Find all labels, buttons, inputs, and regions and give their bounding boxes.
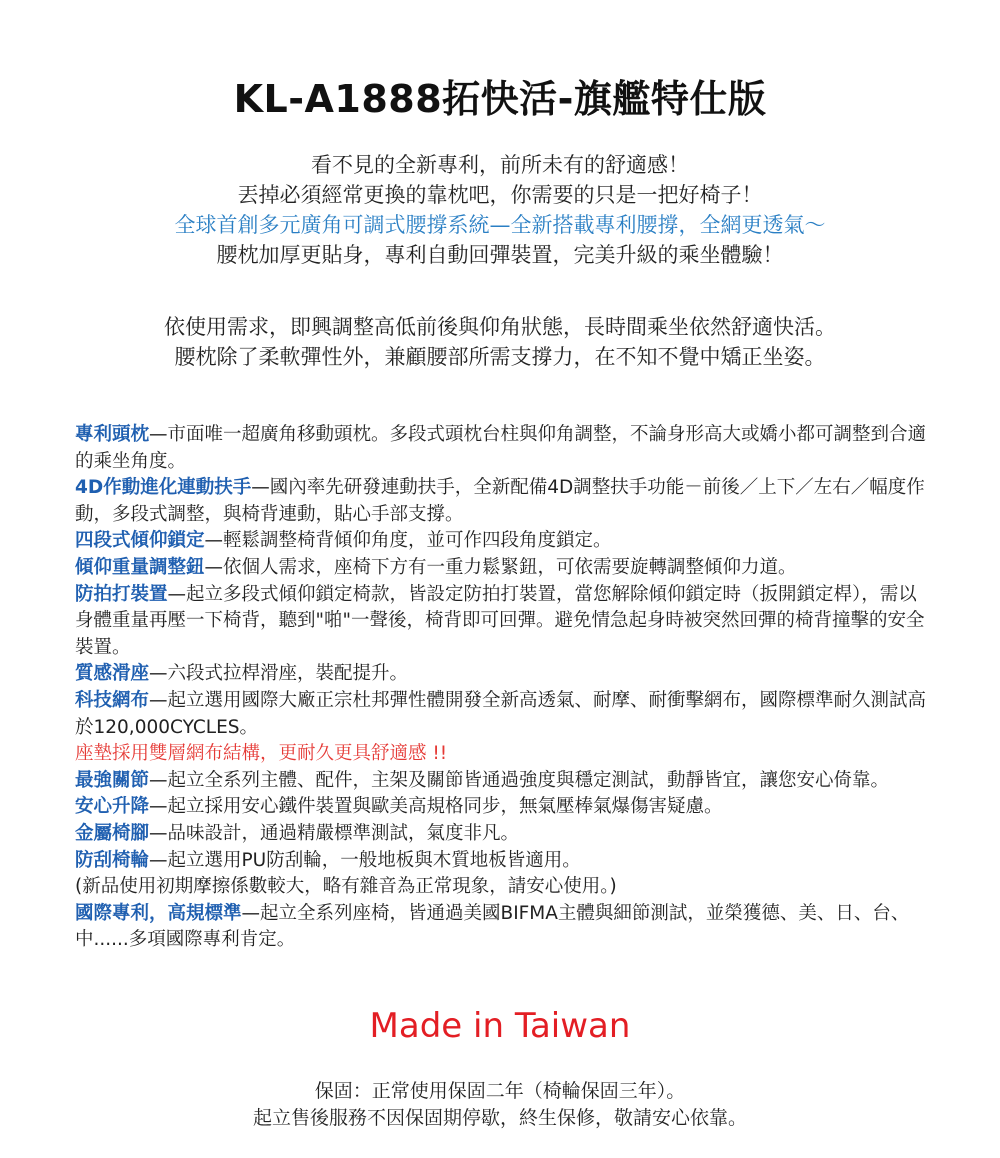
feature-key: 防刮椅輪 (75, 849, 150, 871)
feature-item (75, 794, 935, 821)
intro-line: 丟掉必須經常更換的靠枕吧，你需要的只是一把好椅子！ (237, 183, 763, 207)
feature-text: —輕鬆調整椅背傾仰角度，並可作四段角度鎖定。 (204, 530, 612, 552)
feature-highlight (75, 741, 935, 768)
warranty-line: 起立售後服務不因保固期停歇，終生保修，敬請安心依靠。 (252, 1107, 747, 1129)
feature-item (75, 901, 935, 954)
feature-key: 四段式傾仰鎖定 (75, 530, 205, 552)
intro-block (0, 150, 1000, 270)
feature-key: 安心升降 (75, 796, 150, 818)
feature-key: 防拍打裝置 (75, 583, 168, 605)
feature-list (75, 422, 935, 954)
feature-text: —起立多段式傾仰鎖定椅款，皆設定防拍打裝置，當您解除傾仰鎖定時（扳開鎖定桿），需以身體重量再壓一下椅背，聽到"啪"一聲後，椅背即可回彈。避免情急起身時被突然回彈的椅背撞擊的安全裝置。 (75, 583, 925, 658)
feature-item (75, 582, 935, 662)
feature-item (75, 661, 935, 688)
feature-key: 國際專利，高規標準 (75, 902, 242, 924)
feature-red-note: 座墊採用雙層網布結構，更耐久更具舒適感 !! (75, 743, 448, 765)
feature-text: —起立選用國際大廠正宗杜邦彈性體開發全新高透氣、耐摩、耐衝擊網布，國際標準耐久測試高於120,000CYCLES。 (75, 689, 927, 738)
feature-key: 質感滑座 (75, 663, 150, 685)
feature-text: (新品使用初期摩擦係數較大，略有雜音為正常現象，請安心使用。) (75, 876, 617, 898)
intro-line: 腰枕加厚更貼身，專利自動回彈裝置，完美升級的乘坐體驗！ (216, 243, 784, 267)
feature-item (75, 528, 935, 555)
feature-key: 4D作動進化連動扶手 (75, 477, 252, 499)
usage-block (0, 312, 1000, 372)
feature-key: 專利頭枕 (75, 424, 150, 445)
feature-text: —起立選用PU防刮輪，一般地板與木質地板皆適用。 (149, 849, 581, 871)
intro-highlight-line: 全球首創多元廣角可調式腰撐系統—全新搭載專利腰撐，全網更透氣～ (174, 213, 826, 237)
feature-item (75, 555, 935, 582)
feature-note (75, 874, 935, 901)
intro-line: 看不見的全新專利，前所未有的舒適感！ (311, 153, 689, 177)
usage-line: 依使用需求，即興調整高低前後與仰角狀態，長時間乘坐依然舒適快活。 (164, 315, 836, 339)
feature-item (75, 768, 935, 795)
feature-key: 科技網布 (75, 689, 150, 711)
feature-item (75, 422, 935, 475)
usage-line: 腰枕除了柔軟彈性外，兼顧腰部所需支撐力，在不知不覺中矯正坐姿。 (174, 345, 826, 369)
feature-text: —依個人需求，座椅下方有一重力鬆緊鈕，可依需要旋轉調整傾仰力道。 (204, 556, 797, 578)
feature-text: —起立全系列主體、配件，主架及關節皆通過強度與穩定測試，動靜皆宜，讓您安心倚靠。 (149, 769, 890, 791)
warranty-block (0, 1078, 1000, 1132)
feature-item (75, 475, 935, 528)
page-title: KL-A1888拓快活-旗艦特仕版 (233, 77, 767, 121)
feature-key: 金屬椅腳 (75, 822, 150, 844)
feature-text: —國內率先研發連動扶手，全新配備4D調整扶手功能－前後／上下／左右／幅度作動，多段式調整，與椅背連動，貼心手部支撐。 (75, 477, 925, 525)
warranty-line: 保固：正常使用保固二年（椅輪保固三年）。 (314, 1080, 686, 1102)
feature-key: 最強關節 (75, 769, 150, 791)
feature-item (75, 821, 935, 848)
feature-item (75, 848, 935, 875)
feature-key: 傾仰重量調整鈕 (75, 556, 205, 578)
feature-text: —市面唯一超廣角移動頭枕。多段式頭枕台柱與仰角調整，不論身形高大或嬌小都可調整到合適的乘坐角度。 (75, 424, 927, 472)
feature-text: —六段式拉桿滑座，裝配提升。 (149, 663, 409, 685)
feature-text: —品味設計，通過精嚴標準測試，氣度非凡。 (149, 822, 520, 844)
feature-item (75, 688, 935, 741)
feature-text: —起立採用安心鐵件裝置與歐美高規格同步，無氣壓棒氣爆傷害疑慮。 (149, 796, 723, 818)
feature-text: —起立全系列座椅，皆通過美國BIFMA主體與細節測試，並榮獲德、美、日、台、中......多項國際專利肯定。 (75, 902, 910, 951)
made-in-taiwan: Made in Taiwan (369, 1006, 631, 1046)
